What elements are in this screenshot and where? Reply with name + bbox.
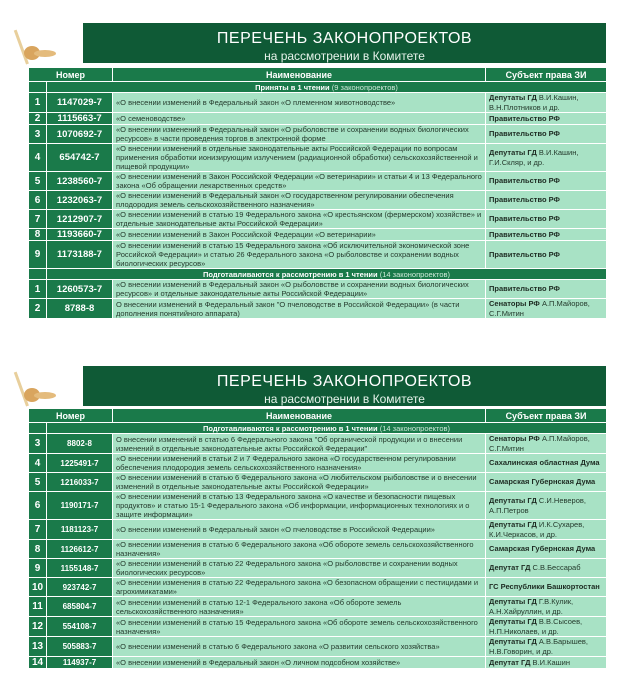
bill-subject (486, 280, 607, 299)
bill-number: 1216033-7 (47, 473, 113, 492)
table-row (29, 520, 607, 540)
subject-names: А.В.Барышев, Н.В.Говорин, и др. (489, 637, 589, 656)
bill-title: О внесении изменений в Федеральный закон "О пчеловодстве в Российской Федерации» (в части дополнения понятийного аппарата) (113, 299, 486, 319)
row-index: 12 (29, 617, 47, 637)
subject-names: И.К.Сухарев, К.И.Черкасов, и др. (489, 520, 585, 539)
row-index: 8 (29, 540, 47, 559)
column-header-number: Номер (29, 68, 113, 82)
section-header-row (29, 423, 607, 434)
table-row (29, 299, 607, 319)
section-count: (14 законопроектов) (379, 423, 451, 433)
bill-subject (486, 454, 607, 473)
section-header (47, 82, 607, 93)
subject-names: В.В.Сысоев, Н.П.Николаев, и др. (489, 617, 583, 636)
bill-number: 1238560-7 (47, 172, 113, 191)
subject-primary: Правительство РФ (489, 129, 560, 139)
row-index: 3 (29, 434, 47, 454)
bill-number: 8802-8 (47, 434, 113, 454)
bill-number: 1115663-7 (47, 113, 113, 125)
bill-subject (486, 617, 607, 637)
bill-title: «О внесении изменений в статью 22 Федерального закона «О рыболовстве и сохранении водных биологических ресурсов» (113, 559, 486, 578)
bill-subject (486, 434, 607, 454)
bill-title: «О внесении изменений в статью 6 Федерального закона «О развитии сельского хозяйства» (113, 637, 486, 657)
wheat-logo-icon (20, 28, 64, 68)
table-row (29, 210, 607, 229)
table-row (29, 597, 607, 617)
table-row (29, 578, 607, 597)
subject-primary: Депутаты ГД (489, 597, 537, 606)
bill-number: 8788-8 (47, 299, 113, 319)
row-index: 7 (29, 210, 47, 229)
bill-subject (486, 191, 607, 210)
bill-number: 1232063-7 (47, 191, 113, 210)
bills-table (28, 67, 607, 319)
column-header-name: Наименование (113, 68, 486, 82)
bill-subject (486, 597, 607, 617)
section-header (47, 423, 607, 434)
bill-subject (486, 113, 607, 125)
bill-subject (486, 473, 607, 492)
subject-primary: Депутаты ГД (489, 93, 537, 102)
page-subtitle: на рассмотрении в Комитете (264, 49, 425, 63)
table-row (29, 229, 607, 241)
bill-title: «О семеноводстве» (113, 113, 486, 125)
row-index: 3 (29, 125, 47, 144)
table-row (29, 454, 607, 473)
section-header (47, 269, 607, 280)
bill-title: «О внесении изменений в Федеральный закон «О рыболовстве и сохранении водных биологических ресурсов» и отдельные законодательные акты Российской Федерации» (113, 280, 486, 299)
subject-names: С.В.Бессараб (532, 563, 581, 573)
subject-names: В.И.Кашин, В.Н.Плотников и др. (489, 93, 579, 112)
section-label: Подготавливаются к рассмотрению в 1 чтении (202, 423, 378, 433)
bill-subject (486, 559, 607, 578)
bill-title: «О внесении изменений в статью 15 Федерального закона «Об обороте земель сельскохозяйственного назначения» (113, 617, 486, 637)
page-banner (83, 366, 606, 406)
section-count: (14 законопроектов) (379, 269, 451, 279)
bill-subject (486, 657, 607, 669)
subject-names: В.И.Кашин, Г.И.Скляр, и др. (489, 148, 579, 167)
row-index: 6 (29, 492, 47, 520)
table-row (29, 657, 607, 669)
bill-number: 1225491-7 (47, 454, 113, 473)
bill-title: «О внесении изменений в статью 15 Федерального закона «Об исключительной экономической зоне Российской Федерации» и статью 26 Федерального закона «О рыболовстве и сохранении водных биологических ресурсов» (113, 241, 486, 269)
bill-number: 685804-7 (47, 597, 113, 617)
subject-primary: Депутаты ГД (489, 520, 537, 529)
subject-primary: Депутаты ГД (489, 496, 537, 505)
bill-title: «О внесении изменений в статью 12-1 Федерального закона «Об обороте земель сельскохозяйственного назначения» (113, 597, 486, 617)
column-header-subject: Субъект права ЗИ (486, 68, 607, 82)
bill-subject (486, 93, 607, 113)
subject-primary: Правительство РФ (489, 113, 560, 123)
bill-number: 1173188-7 (47, 241, 113, 269)
bill-title: «О внесении изменений в Закон Российской Федерации «О ветеринарии» и статьи 4 и 13 Федерального закона «Об обращении лекарственных средств» (113, 172, 486, 191)
bill-number: 1190171-7 (47, 492, 113, 520)
bill-subject (486, 637, 607, 657)
bill-subject (486, 229, 607, 241)
bill-title: «О внесении изменений в Закон Российской Федерации «О ветеринарии» (113, 229, 486, 241)
subject-primary: Депутаты ГД (489, 617, 537, 626)
subject-primary: ГС Республики Башкортостан (489, 582, 600, 592)
subject-primary: Правительство РФ (489, 229, 560, 239)
page-subtitle: на рассмотрении в Комитете (264, 392, 425, 406)
page-title: ПЕРЕЧЕНЬ ЗАКОНОПРОЕКТОВ (216, 373, 473, 390)
row-index: 1 (29, 280, 47, 299)
bill-title: «О внесении изменения в статью 22 Федерального закона «О безопасном обращении с пестицидами и агрохимикатами» (113, 578, 486, 597)
bill-number: 114937-7 (47, 657, 113, 669)
row-index: 4 (29, 454, 47, 473)
section-count: (9 законопроектов) (331, 82, 398, 92)
bill-subject (486, 210, 607, 229)
subject-primary: Сахалинская областная Дума (489, 458, 600, 468)
bill-subject (486, 492, 607, 520)
table-row (29, 144, 607, 172)
row-index: 13 (29, 637, 47, 657)
row-index: 9 (29, 241, 47, 269)
table-row (29, 434, 607, 454)
table-row (29, 125, 607, 144)
bill-title: «О внесении изменений в статью 13 Федерального закона «О качестве и безопасности пищевых продуктов» и статью 15-1 Федерального закона «Об информации, информационных технологиях и о защите информации» (113, 492, 486, 520)
document-page-2 (0, 355, 631, 700)
bill-title: «О внесении изменений в Федеральный закон «О пчеловодстве в Российской Федерации» (113, 520, 486, 540)
table-row (29, 113, 607, 125)
subject-primary: Депутат ГД (489, 657, 531, 667)
bill-title: «О внесении изменений в статью 6 Федерального закона «О любительском рыболовстве и о внесении изменений в отдельные законодательные акты Российской Федерации» (113, 473, 486, 492)
bill-subject (486, 144, 607, 172)
table-row (29, 93, 607, 113)
bill-number: 1155148-7 (47, 559, 113, 578)
subject-primary: Самарская Губернская Дума (489, 477, 596, 487)
bill-number: 1260573-7 (47, 280, 113, 299)
row-index: 10 (29, 578, 47, 597)
bill-title: «О внесении изменений в статьи 2 и 7 Федерального закона «О государственном регулировании обеспечения плодородия земель сельскохозяйственного назначения» (113, 454, 486, 473)
row-index: 7 (29, 520, 47, 540)
bills-table (28, 408, 607, 669)
row-index: 2 (29, 299, 47, 319)
wheat-logo-icon (20, 370, 64, 410)
section-spacer (29, 82, 47, 93)
row-index: 5 (29, 172, 47, 191)
section-spacer (29, 269, 47, 280)
subject-primary: Правительство РФ (489, 176, 560, 186)
subject-names: А.П.Майоров, С.Г.Митин (489, 434, 590, 453)
row-index: 8 (29, 229, 47, 241)
subject-primary: Правительство РФ (489, 214, 560, 224)
subject-primary: Депутаты ГД (489, 637, 537, 646)
subject-names: С.И.Неверов, А.П.Петров (489, 496, 586, 515)
bill-title: О внесении изменений в статью 6 Федерального закона "Об органической продукции и о внесении изменений в отдельные законодательные акты Российской Федерации" (113, 434, 486, 454)
bill-number: 654742-7 (47, 144, 113, 172)
row-index: 5 (29, 473, 47, 492)
table-row (29, 559, 607, 578)
bill-title: «О внесении изменений в Федеральный закон «О личном подсобном хозяйстве» (113, 657, 486, 669)
subject-names: В.И.Кашин (532, 657, 570, 667)
subject-primary: Правительство РФ (489, 195, 560, 205)
bill-number: 505883-7 (47, 637, 113, 657)
bill-subject (486, 578, 607, 597)
bill-subject (486, 540, 607, 559)
bill-title: «О внесении изменения в статью 6 Федерального закона «Об обороте земель сельскохозяйственного назначения» (113, 540, 486, 559)
bill-number: 1193660-7 (47, 229, 113, 241)
row-index: 4 (29, 144, 47, 172)
subject-primary: Правительство РФ (489, 249, 560, 259)
table-row (29, 191, 607, 210)
table-row (29, 172, 607, 191)
bill-subject (486, 172, 607, 191)
subject-primary: Сенаторы РФ (489, 434, 540, 443)
table-row (29, 540, 607, 559)
page-title: ПЕРЕЧЕНЬ ЗАКОНОПРОЕКТОВ (216, 30, 473, 47)
column-header-subject: Субъект права ЗИ (486, 409, 607, 423)
row-index: 14 (29, 657, 47, 669)
section-spacer (29, 423, 47, 434)
table-row (29, 492, 607, 520)
table-row (29, 280, 607, 299)
bill-title: «О внесении изменений в отдельные законодательные акты Российской Федерации по вопросам применения обработки ионизирующим излучением (радиационной обработки) сельскохозяйственной и пищевой продукции» (113, 144, 486, 172)
column-header-name: Наименование (113, 409, 486, 423)
row-index: 9 (29, 559, 47, 578)
bill-number: 1147029-7 (47, 93, 113, 113)
bill-subject (486, 241, 607, 269)
section-header-row (29, 82, 607, 93)
table-row (29, 241, 607, 269)
subject-primary: Депутат ГД (489, 563, 531, 573)
bill-title: «О внесении изменений в статью 19 Федерального закона «О крестьянском (фермерском) хозяйстве» и отдельные законодательные акты Российской Федерации» (113, 210, 486, 229)
bill-number: 923742-7 (47, 578, 113, 597)
row-index: 6 (29, 191, 47, 210)
subject-names: Г.В.Кулик, А.Н.Хайруллин, и др. (489, 597, 574, 616)
section-label: Подготавливаются к рассмотрению в 1 чтении (202, 269, 378, 279)
table-row (29, 473, 607, 492)
subject-primary: Депутаты ГД (489, 148, 537, 157)
bill-subject (486, 299, 607, 319)
row-index: 11 (29, 597, 47, 617)
bill-title: «О внесении изменений в Федеральный закон «О рыболовстве и сохранении водных биологических ресурсов» в части проведения торгов в электронной форме (113, 125, 486, 144)
row-index: 2 (29, 113, 47, 125)
column-header-number: Номер (29, 409, 113, 423)
bill-title: «О внесении изменений в Федеральный закон «О государственном регулировании обеспечения плодородия земель сельскохозяйственного назначения» (113, 191, 486, 210)
subject-primary: Правительство РФ (489, 284, 560, 294)
table-row (29, 637, 607, 657)
section-label: Приняты в 1 чтении (255, 82, 330, 92)
bill-number: 1126612-7 (47, 540, 113, 559)
page-banner (83, 23, 606, 63)
bill-title: «О внесении изменений в Федеральный закон «О племенном животноводстве» (113, 93, 486, 113)
row-index: 1 (29, 93, 47, 113)
subject-primary: Сенаторы РФ (489, 299, 540, 308)
table-row (29, 617, 607, 637)
subject-names: А.П.Майоров, С.Г.Митин (489, 299, 590, 318)
bill-number: 1070692-7 (47, 125, 113, 144)
bill-number: 1212907-7 (47, 210, 113, 229)
subject-primary: Самарская Губернская Дума (489, 544, 596, 554)
bill-subject (486, 520, 607, 540)
bill-subject (486, 125, 607, 144)
bill-number: 554108-7 (47, 617, 113, 637)
section-header-row (29, 269, 607, 280)
bill-number: 1181123-7 (47, 520, 113, 540)
